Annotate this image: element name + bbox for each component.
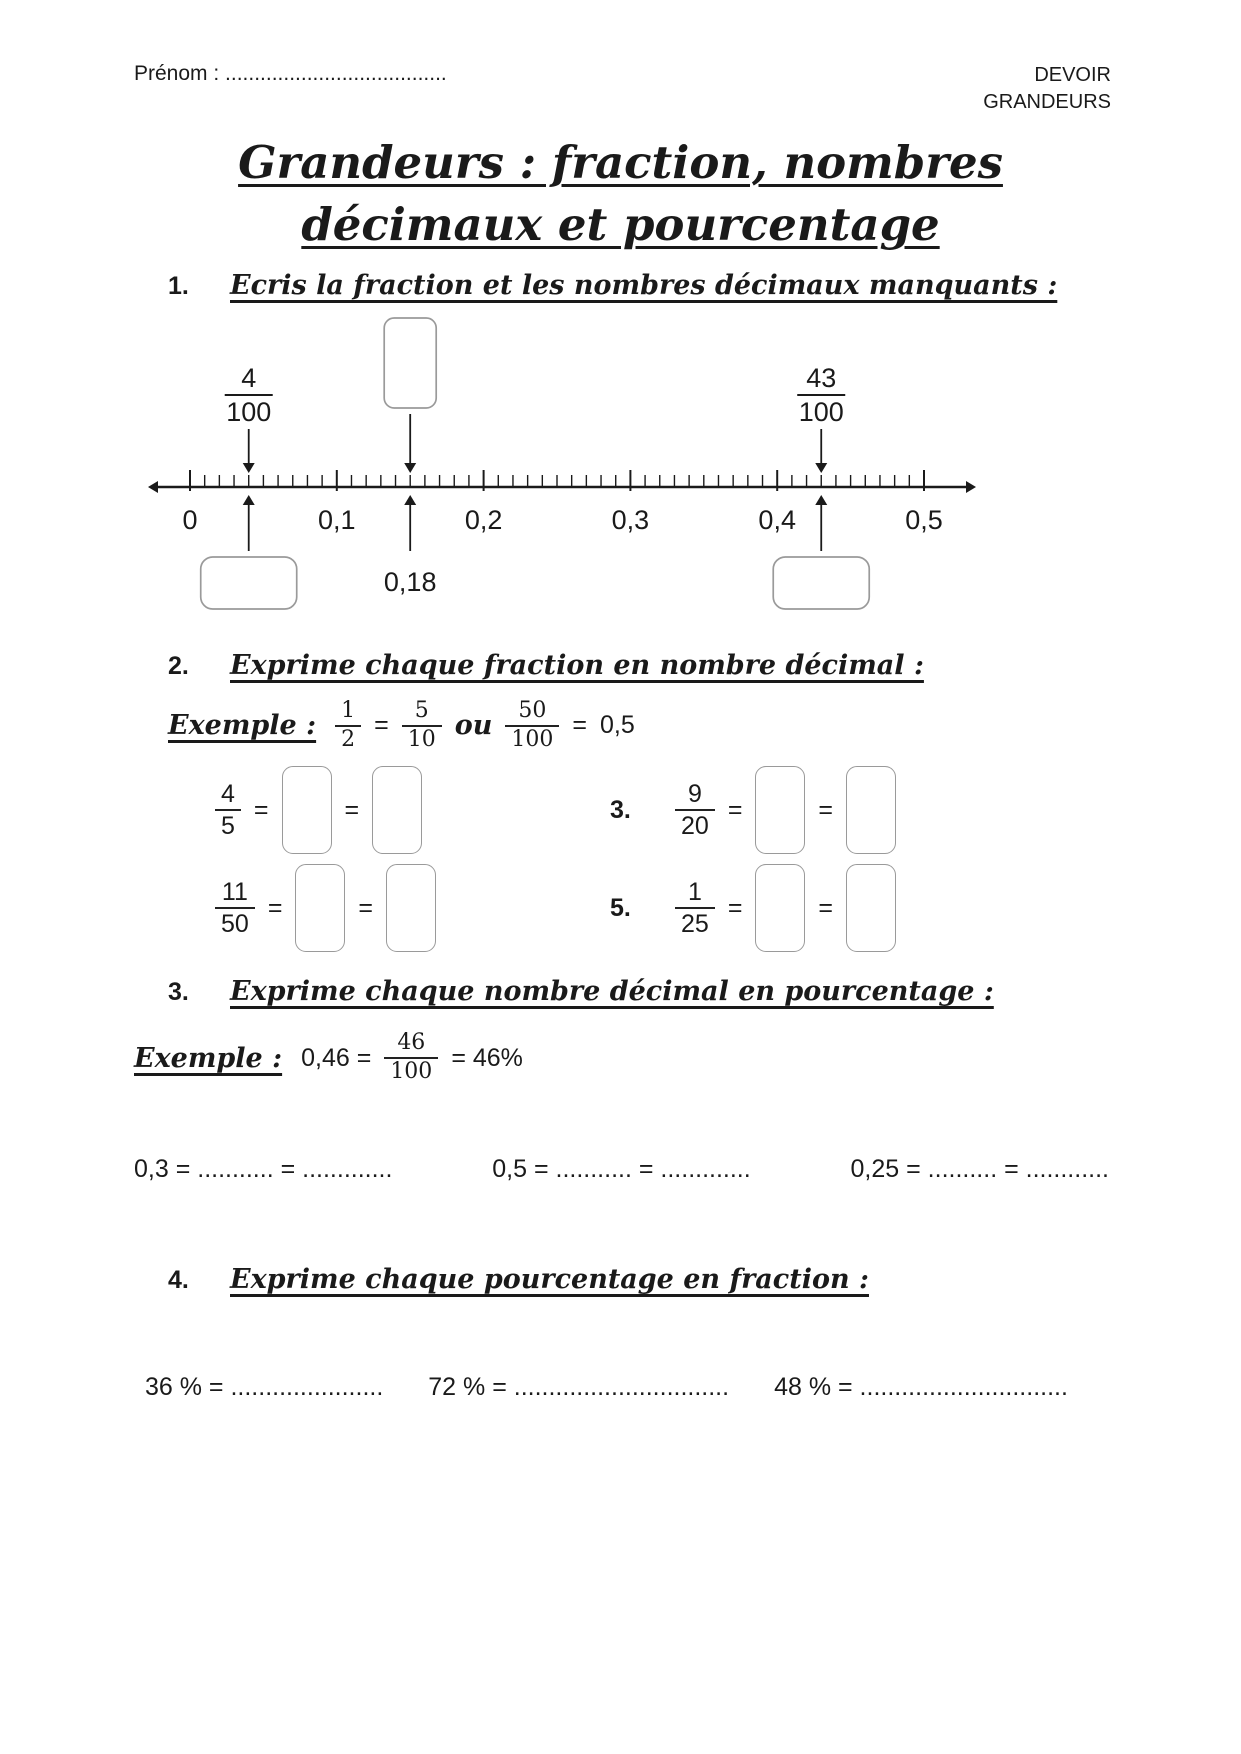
decimal-to-percent-item-1[interactable]: 0,3 = ........... = ............. (134, 1154, 393, 1183)
section-3-title: Exprime chaque nombre décimal en pourcentage : (230, 976, 994, 1008)
answer-box[interactable] (295, 864, 345, 952)
section-2-heading-row (168, 650, 1241, 681)
item-fraction (675, 780, 715, 840)
down-arrow (404, 463, 416, 473)
fraction-numerator: 4 (215, 780, 241, 811)
header (0, 0, 1241, 116)
item-fraction (215, 780, 241, 840)
equals-sign: = (253, 795, 269, 824)
axis-left-arrow (148, 481, 158, 493)
example-2-fraction-2 (402, 699, 442, 752)
item-fraction (675, 878, 715, 938)
section-2-title: Exprime chaque fraction en nombre décimal : (230, 650, 924, 682)
axis-label: 0,1 (318, 505, 356, 536)
example-3-before: 0,46 = (301, 1043, 372, 1072)
up-arrow (404, 495, 416, 505)
equals-sign: = (374, 711, 389, 740)
answer-box[interactable] (386, 864, 436, 952)
fraction-item-1 (215, 766, 610, 854)
fraction-denominator: 50 (221, 910, 249, 939)
percent-to-fraction-item-2[interactable]: 72 % = ............................... (428, 1372, 730, 1401)
example-2-result: 0,5 (599, 711, 635, 740)
fraction-numerator: 50 (505, 699, 559, 727)
section-4-title: Exprime chaque pourcentage en fraction : (230, 1263, 869, 1295)
fraction-numerator: 5 (402, 699, 442, 727)
decimal-label: 0,18 (383, 567, 437, 598)
section-3-heading-row (168, 976, 1241, 1007)
answer-box-below[interactable] (201, 557, 297, 609)
equals-sign: = (267, 893, 283, 922)
item-number: 3. (610, 795, 631, 824)
page-title-line2: décimaux et pourcentage (301, 198, 940, 252)
section-3-number: 3. (168, 978, 189, 1007)
fraction-item-4 (610, 864, 1115, 952)
name-field[interactable]: Prénom : ...................................... (134, 62, 447, 85)
equals-sign: = (727, 795, 743, 824)
exercise-4 (145, 1373, 1241, 1402)
up-arrow (243, 495, 255, 505)
section-1-heading-row (168, 270, 1241, 301)
fraction-denominator: 100 (511, 726, 554, 752)
decimal-to-percent-item-2[interactable]: 0,5 = ........... = ............. (492, 1154, 751, 1183)
number-line (142, 311, 1241, 624)
fraction-numerator: 1 (675, 878, 715, 909)
fraction-denominator: 20 (681, 812, 709, 841)
page-title (0, 132, 1241, 256)
axis-label: 0 (182, 505, 198, 536)
example-3-label: Exemple : (134, 1042, 283, 1074)
answer-box[interactable] (755, 864, 805, 952)
fraction-item-2 (610, 766, 1115, 854)
percent-to-fraction-item-3[interactable]: 48 % = .............................. (774, 1372, 1068, 1401)
answer-box[interactable] (755, 766, 805, 854)
example-3-after: = 46% (451, 1043, 523, 1072)
section-4-number: 4. (168, 1265, 189, 1294)
fraction-denominator: 100 (226, 397, 272, 428)
axis-label: 0,5 (905, 505, 943, 536)
fraction-denominator: 100 (390, 1059, 433, 1085)
page-title-line1: Grandeurs : fraction, nombres (238, 136, 1003, 189)
answer-box[interactable] (372, 766, 422, 854)
down-arrow (243, 463, 255, 473)
answer-box[interactable] (846, 864, 896, 952)
answer-box-above[interactable] (384, 318, 436, 408)
equals-sign: = (572, 711, 587, 740)
fraction-denominator: 25 (681, 910, 709, 939)
section-1-number: 1. (168, 272, 189, 301)
doc-label (983, 62, 1111, 116)
fraction-numerator: 4 (241, 363, 257, 394)
fraction-denominator: 10 (407, 726, 436, 752)
equals-sign: = (818, 893, 834, 922)
doc-label-line2: GRANDEURS (983, 91, 1111, 113)
doc-label-line1: DEVOIR (1034, 64, 1111, 86)
equals-sign: = (818, 795, 834, 824)
item-fraction (215, 878, 255, 938)
down-arrow (815, 463, 827, 473)
example-2-label: Exemple : (168, 710, 317, 742)
exercise-2 (215, 766, 1115, 952)
fraction-numerator: 46 (384, 1031, 438, 1059)
example-3-fraction (384, 1031, 438, 1084)
example-2-fraction-1 (335, 699, 361, 752)
item-number: 5. (610, 893, 631, 922)
example-2-fraction-3 (505, 699, 559, 752)
fraction-denominator: 100 (798, 397, 844, 428)
fraction-numerator: 43 (806, 363, 837, 394)
fraction-numerator: 1 (335, 699, 361, 727)
section-1-title: Ecris la fraction et les nombres décimaux manquants : (230, 270, 1058, 302)
answer-box[interactable] (846, 766, 896, 854)
decimal-to-percent-item-3[interactable]: 0,25 = .......... = ............ (850, 1154, 1109, 1183)
fraction-denominator: 2 (341, 726, 356, 752)
equals-sign: = (344, 795, 360, 824)
fraction-item-3 (215, 864, 610, 952)
fraction-numerator: 9 (675, 780, 715, 811)
section-2-number: 2. (168, 652, 189, 681)
up-arrow (815, 495, 827, 505)
percent-to-fraction-item-1[interactable]: 36 % = ...................... (145, 1372, 384, 1401)
axis-right-arrow (966, 481, 976, 493)
number-line-svg (142, 311, 982, 619)
exercise-3 (134, 1155, 1109, 1184)
equals-sign: = (358, 893, 374, 922)
axis-label: 0,3 (611, 505, 650, 536)
answer-box-below[interactable] (773, 557, 869, 609)
ou-word: ou (454, 710, 493, 742)
equals-sign: = (727, 893, 743, 922)
example-3 (134, 1031, 1241, 1084)
fraction-numerator: 11 (215, 878, 255, 909)
section-4-heading-row (168, 1264, 1241, 1295)
fraction-denominator: 5 (221, 812, 235, 841)
axis-label: 0,2 (464, 505, 503, 536)
example-2 (168, 699, 1241, 752)
answer-box[interactable] (282, 766, 332, 854)
axis-label: 0,4 (758, 505, 796, 536)
